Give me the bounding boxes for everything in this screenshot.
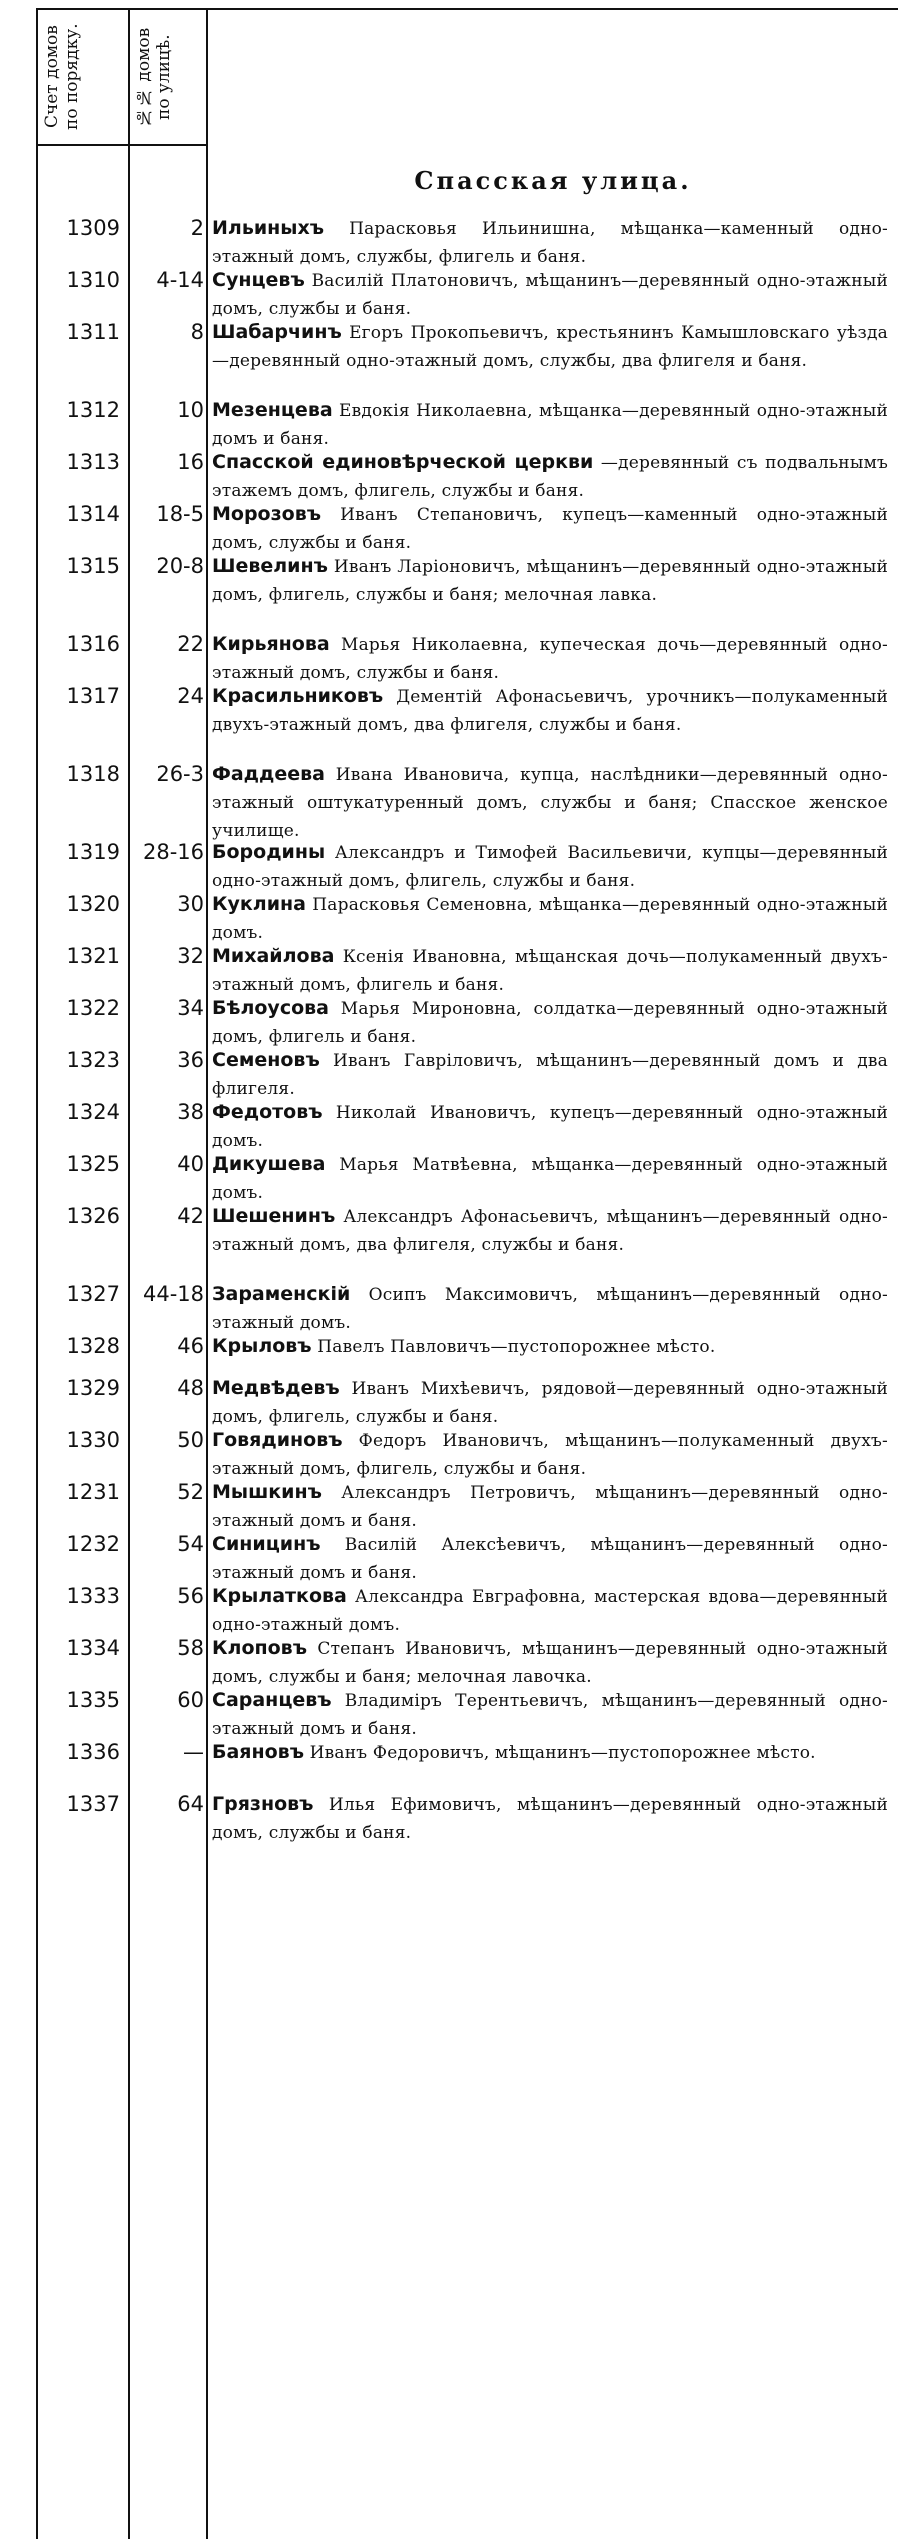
entry-description — [208, 1332, 888, 1361]
entry-details: Ивана Ивановича, купца, наслѣдники—деревянный одно-этажный оштукатуренный домъ, службы и баня; Спасское женское училище. — [212, 765, 888, 841]
entry-description — [208, 1374, 888, 1431]
entry-owner-name: Крыловъ — [212, 1335, 312, 1357]
list-item — [0, 1046, 900, 1103]
street-title: Спасская улица. — [414, 166, 692, 195]
entry-owner-name: Грязновъ — [212, 1793, 314, 1815]
entry-house-number: 46 — [177, 1334, 204, 1358]
column-divider-line — [206, 8, 208, 2539]
entry-details: Владимiръ Терентьевичъ, мѣщанинъ—деревянный одно-этажный домъ и баня. — [212, 1691, 888, 1739]
list-item — [0, 396, 900, 453]
entry-description — [208, 1202, 888, 1259]
entry-house-number: 10 — [177, 398, 204, 422]
entry-owner-name: Спасской единовѣрческой церкви — [212, 451, 594, 473]
entry-owner-name: Федотовъ — [212, 1101, 323, 1123]
entry-count-number: 1326 — [66, 1204, 120, 1228]
entry-details: Павелъ Павловичъ—пустопорожнее мѣсто. — [317, 1337, 716, 1357]
entry-house-number: 44-18 — [142, 1282, 204, 1306]
list-item — [0, 1202, 900, 1259]
list-item — [0, 1790, 900, 1847]
entry-count-number: 1336 — [66, 1740, 120, 1764]
entry-description — [208, 1426, 888, 1483]
list-item — [0, 1738, 900, 1767]
entry-owner-name: Мышкинъ — [212, 1481, 322, 1503]
column-header-house-number: №№ домов по улицѣ. — [134, 27, 174, 127]
left-border-line — [36, 8, 38, 2539]
entry-house-number: 22 — [177, 632, 204, 656]
entry-description — [208, 1582, 888, 1639]
entry-owner-name: Шабарчинъ — [212, 321, 342, 343]
list-item — [0, 1374, 900, 1431]
entry-house-number: 4-14 — [156, 268, 204, 292]
entry-house-number: 42 — [177, 1204, 204, 1228]
entry-count-number: 1329 — [66, 1376, 120, 1400]
entry-count-number: 1335 — [66, 1688, 120, 1712]
entry-details: Илья Ефимовичъ, мѣщанинъ—деревянный одно-этажный домъ, службы и баня. — [212, 1795, 888, 1843]
entry-description — [208, 552, 888, 609]
list-item — [0, 1582, 900, 1639]
entry-house-number: 48 — [177, 1376, 204, 1400]
entry-details: Евдокiя Николаевна, мѣщанка—деревянный одно-этажный домъ и баня. — [212, 401, 888, 449]
list-item — [0, 1280, 900, 1337]
list-item — [0, 500, 900, 557]
entry-owner-name: Бѣлоусова — [212, 997, 329, 1019]
entry-house-number: 8 — [190, 320, 204, 344]
entry-description — [208, 994, 888, 1051]
entry-description — [208, 1098, 888, 1155]
entry-description — [208, 448, 888, 505]
entry-details: Василiй Платоновичъ, мѣщанинъ—деревянный одно-этажный домъ, службы и баня. — [212, 271, 888, 319]
entry-details: Иванъ Степановичъ, купецъ—каменный одно-этажный домъ, службы и баня. — [212, 505, 889, 553]
entry-details: Александръ Петровичъ, мѣщанинъ—деревянный одно-этажный домъ и баня. — [212, 1483, 888, 1531]
entry-count-number: 1313 — [66, 450, 120, 474]
entry-count-number: 1325 — [66, 1152, 120, 1176]
entry-count-number: 1324 — [66, 1100, 120, 1124]
list-item — [0, 1098, 900, 1155]
entry-owner-name: Михайлова — [212, 945, 335, 967]
list-item — [0, 630, 900, 687]
entry-owner-name: Семеновъ — [212, 1049, 320, 1071]
entry-count-number: 1330 — [66, 1428, 120, 1452]
entry-house-number: 18-5 — [156, 502, 204, 526]
entry-details: Осипъ Максимовичъ, мѣщанинъ—деревянный одно-этажный домъ. — [212, 1285, 888, 1333]
list-item — [0, 682, 900, 739]
entry-description — [208, 1530, 888, 1587]
entry-description — [208, 942, 888, 999]
entry-details: Иванъ Ларiоновичъ, мѣщанинъ—деревянный одно-этажный домъ, флигель, службы и баня; мелочная лавка. — [212, 557, 888, 605]
entry-count-number: 1311 — [66, 320, 120, 344]
entry-description — [208, 1634, 888, 1691]
list-item — [0, 1530, 900, 1587]
list-item — [0, 1426, 900, 1483]
entry-details: Василiй Алексѣевичъ, мѣщанинъ—деревянный одно-этажный домъ и баня. — [212, 1535, 888, 1583]
entry-house-number: 58 — [177, 1636, 204, 1660]
list-item — [0, 1332, 900, 1361]
entry-count-number: 1315 — [66, 554, 120, 578]
entry-description — [208, 1738, 888, 1767]
entry-count-number: 1337 — [66, 1792, 120, 1816]
entry-details: Александръ и Тимофей Васильевичи, купцы—деревянный одно-этажный домъ, флигель, службы и баня. — [212, 843, 888, 891]
entry-count-number: 1314 — [66, 502, 120, 526]
entry-owner-name: Сунцевъ — [212, 269, 305, 291]
entry-details: Дементiй Афонасьевичъ, урочникъ—полукаменный двухъ-этажный домъ, два флигеля, службы и баня. — [212, 687, 889, 735]
list-item — [0, 994, 900, 1051]
entry-description — [208, 1686, 888, 1743]
entry-house-number: 54 — [177, 1532, 204, 1556]
entry-details: Егоръ Прокопьевичъ, крестьянинъ Камышловскаго уѣзда—деревянный одно-этажный домъ, службы, два флигеля и баня. — [212, 323, 888, 371]
entry-count-number: 1231 — [66, 1480, 120, 1504]
entry-house-number: 28-16 — [142, 840, 204, 864]
list-item — [0, 266, 900, 323]
entry-owner-name: Дикушева — [212, 1153, 326, 1175]
entry-details: Федоръ Ивановичъ, мѣщанинъ—полукаменный двухъ-этажный домъ, флигель, службы и баня. — [212, 1431, 888, 1479]
entry-description — [208, 630, 888, 687]
list-item — [0, 760, 900, 845]
entry-owner-name: Саранцевъ — [212, 1689, 332, 1711]
entry-owner-name: Клоповъ — [212, 1637, 307, 1659]
entry-owner-name: Красильниковъ — [212, 685, 384, 707]
entry-details: Парасковья Ильинишна, мѣщанка—каменный одно-этажный домъ, службы, флигель и баня. — [212, 219, 888, 267]
entry-owner-name: Баяновъ — [212, 1741, 304, 1763]
entry-owner-name: Кирьянова — [212, 633, 330, 655]
column-header-count: Счет домов по порядку. — [42, 23, 82, 131]
entry-house-number: 50 — [177, 1428, 204, 1452]
entry-owner-name: Шевелинъ — [212, 555, 328, 577]
entry-count-number: 1321 — [66, 944, 120, 968]
header-rule — [36, 144, 208, 146]
entry-count-number: 1309 — [66, 216, 120, 240]
column-divider-line — [128, 8, 130, 2539]
entry-details: Марья Николаевна, купеческая дочь—деревянный одно-этажный домъ, службы и баня. — [212, 635, 889, 683]
entry-details: Ксенiя Ивановна, мѣщанская дочь—полукаменный двухъ-этажный домъ, флигель и баня. — [212, 947, 888, 995]
entry-description — [208, 500, 888, 557]
top-rule — [36, 8, 898, 10]
list-item — [0, 318, 900, 375]
entry-details: Иванъ Гаврiловичъ, мѣщанинъ—деревянный домъ и два флигеля. — [212, 1051, 888, 1099]
entry-owner-name: Мезенцева — [212, 399, 333, 421]
entry-count-number: 1318 — [66, 762, 120, 786]
entry-count-number: 1232 — [66, 1532, 120, 1556]
entry-description — [208, 1790, 888, 1847]
entry-owner-name: Ильиныхъ — [212, 217, 324, 239]
entry-details: Марья Мироновна, солдатка—деревянный одно-этажный домъ, флигель и баня. — [212, 999, 888, 1047]
list-item — [0, 214, 900, 271]
entry-count-number: 1319 — [66, 840, 120, 864]
entry-house-number: 24 — [177, 684, 204, 708]
entry-count-number: 1310 — [66, 268, 120, 292]
entry-count-number: 1316 — [66, 632, 120, 656]
entry-house-number: 40 — [177, 1152, 204, 1176]
entry-description — [208, 214, 888, 271]
entry-description — [208, 396, 888, 453]
entry-details: Парасковья Семеновна, мѣщанка—деревянный одно-этажный домъ. — [212, 895, 888, 943]
entry-description — [208, 682, 888, 739]
list-item — [0, 552, 900, 609]
entry-house-number: 64 — [177, 1792, 204, 1816]
entry-details: Иванъ Михѣевичъ, рядовой—деревянный одно-этажный домъ, флигель, службы и баня. — [212, 1379, 888, 1427]
entry-owner-name: Фаддеева — [212, 763, 325, 785]
entry-house-number: 52 — [177, 1480, 204, 1504]
entry-details: Александръ Афонасьевичъ, мѣщанинъ—деревянный одно-этажный домъ, два флигеля, службы и баня. — [212, 1207, 889, 1255]
entry-details: Степанъ Ивановичъ, мѣщанинъ—деревянный одно-этажный домъ, службы и баня; мелочная лавочка. — [212, 1639, 888, 1687]
entry-description — [208, 838, 888, 895]
entry-house-number: 60 — [177, 1688, 204, 1712]
entry-details: Александра Евграфовна, мастерская вдова—деревянный одно-этажный домъ. — [212, 1587, 888, 1635]
entry-owner-name: Медвѣдевъ — [212, 1377, 340, 1399]
entry-owner-name: Говядиновъ — [212, 1429, 343, 1451]
entry-description — [208, 1150, 888, 1207]
entry-description — [208, 890, 888, 947]
entry-count-number: 1322 — [66, 996, 120, 1020]
entry-owner-name: Морозовъ — [212, 503, 322, 525]
entry-house-number: 26-3 — [156, 762, 204, 786]
entry-house-number: 32 — [177, 944, 204, 968]
list-item — [0, 942, 900, 999]
entry-owner-name: Зараменскiй — [212, 1283, 351, 1305]
entry-house-number: 56 — [177, 1584, 204, 1608]
entry-house-number: 20-8 — [156, 554, 204, 578]
entry-owner-name: Куклина — [212, 893, 306, 915]
entry-details: Марья Матвѣевна, мѣщанка—деревянный одно-этажный домъ. — [212, 1155, 888, 1203]
list-item — [0, 838, 900, 895]
entry-owner-name: Крылаткова — [212, 1585, 347, 1607]
entry-details: —деревянный съ подвальнымъ этажемъ домъ, флигель, службы и баня. — [212, 453, 889, 501]
entry-count-number: 1328 — [66, 1334, 120, 1358]
entry-count-number: 1323 — [66, 1048, 120, 1072]
entry-details: Иванъ Федоровичъ, мѣщанинъ—пустопорожнее мѣсто. — [309, 1743, 816, 1763]
entry-description — [208, 1280, 888, 1337]
entry-description — [208, 266, 888, 323]
entry-house-number: 34 — [177, 996, 204, 1020]
entry-description — [208, 1478, 888, 1535]
entry-count-number: 1312 — [66, 398, 120, 422]
entry-house-number: 16 — [177, 450, 204, 474]
entry-description — [208, 318, 888, 375]
entry-house-number: 2 — [190, 216, 204, 240]
entry-owner-name: Бородины — [212, 841, 326, 863]
entry-count-number: 1333 — [66, 1584, 120, 1608]
entry-owner-name: Шешенинъ — [212, 1205, 336, 1227]
list-item — [0, 448, 900, 505]
entry-house-number: 38 — [177, 1100, 204, 1124]
entry-count-number: 1320 — [66, 892, 120, 916]
entry-house-number: 30 — [177, 892, 204, 916]
list-item — [0, 1478, 900, 1535]
entry-house-number: — — [183, 1740, 204, 1764]
entry-details: Николай Ивановичъ, купецъ—деревянный одно-этажный домъ. — [212, 1103, 888, 1151]
list-item — [0, 890, 900, 947]
list-item — [0, 1634, 900, 1691]
entry-owner-name: Синицинъ — [212, 1533, 321, 1555]
entry-count-number: 1317 — [66, 684, 120, 708]
entry-house-number: 36 — [177, 1048, 204, 1072]
entry-description — [208, 760, 888, 845]
entry-count-number: 1334 — [66, 1636, 120, 1660]
list-item — [0, 1150, 900, 1207]
entry-description — [208, 1046, 888, 1103]
list-item — [0, 1686, 900, 1743]
entry-count-number: 1327 — [66, 1282, 120, 1306]
